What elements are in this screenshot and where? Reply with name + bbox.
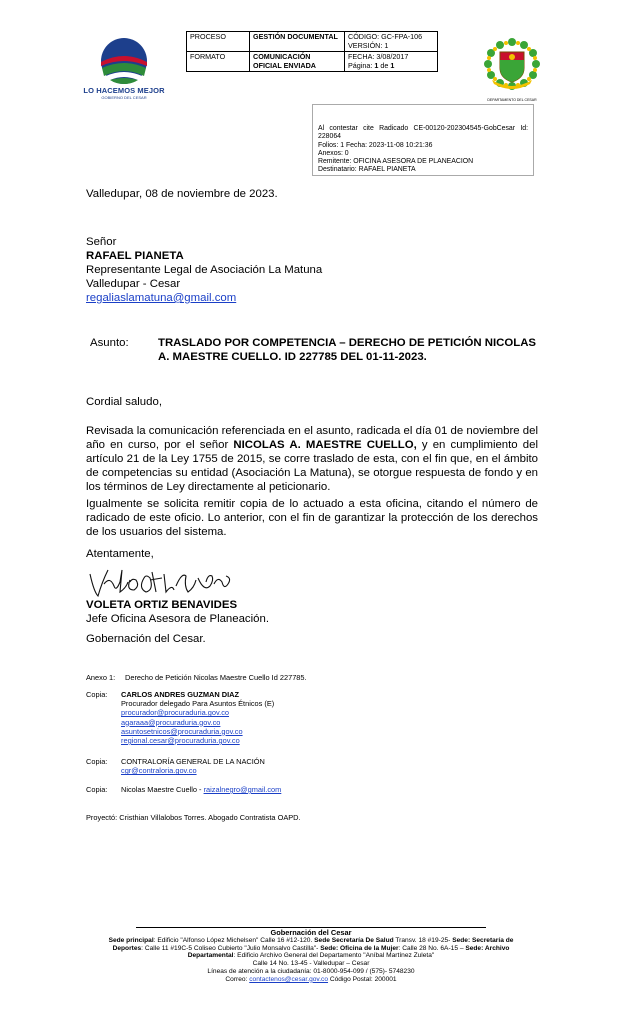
petitioner-name: NICOLAS A. MAESTRE CUELLO, [233,439,417,451]
copy-2-label: Copia: [86,757,108,766]
radicado-box [312,104,534,176]
copy-2-email[interactable]: cgr@contraloria.gov.co [121,766,197,776]
copy-3-email[interactable]: raizalnegro@gmail.com [203,785,282,794]
radicado-line-5: Destinatario: RAFAEL PIANETA [318,166,416,174]
letter-date: Valledupar, 08 de noviembre de 2023. [86,188,278,200]
copy-1-label: Copia: [86,690,108,699]
annex-text: Derecho de Petición Nicolas Maestre Cuello Id 227785. [125,673,307,682]
handwritten-signature [86,562,236,600]
annex-label: Anexo 1: [86,673,116,682]
header-version: VERSIÓN: 1 [348,40,389,50]
header-cell-date [345,52,438,72]
footer-line-5: Líneas de atención a la ciudadanía: 01-8000-954-099 / (575)- 5748230 [207,967,415,975]
subject-text [158,336,543,364]
logo-subtext: GOBIERNO DEL CESAR [101,95,147,100]
copy-3-label: Copia: [86,785,108,794]
signer-name: VOLETA ORTIZ BENAVIDES [86,599,238,611]
paragraph-2: Igualmente se solicita remitir copia de lo actuado a esta oficina, citando el número de radicado de este oficio. Lo anterior, con el fin de garantizar la protección de los derechos de los usuarios del sistema. [86,498,538,538]
paragraph-1: Revisada la comunicación referenciada en el asunto, radicada el día 01 de noviembre del año en curso, por el señor NICOLAS A. MAESTRE CUELLO, y en cumplimiento del artículo 21 de la Ley 1755 de 2015, se corre traslado de esta, con el fin que, en el ámbito de competencias su entidad (Asociación La Matuna), se otorgue respuesta de fondo y en los términos de Ley directamente al peticionario. [86,425,538,493]
recipient-email-link[interactable]: regaliaslamatuna@gmail.com [86,292,237,304]
copy-3-block [121,785,421,794]
footer-line-2: Deportes: Calle 11 #19C-5 Coliseo Cubierto "Julio Monsalvo Castilla"- Sede: Oficina de la Mujer: Calle 28 No. 6A-15 – Sede: Archivo [112,944,510,952]
radicado-line-4: Remitente: OFICINA ASESORA DE PLANEACION [318,158,474,166]
copy-3-text: Nicolas Maestre Cuello - [121,785,204,794]
header-date: FECHA: 3/08/2017 [348,52,409,61]
gobernacion-emblem-icon [94,36,154,86]
logo-text: LO HACEMOS MEJOR [83,86,165,95]
subject-line-2: A. MAESTRE CUELLO. ID 227785 DEL 01-11-2023. [158,351,427,363]
copy-1-email-1[interactable]: procurador@procuraduria.gov.co [121,708,230,718]
copy-1-email-4[interactable]: regional.cesar@procuraduria.gov.co [121,736,240,746]
copy-2-name: CONTRALORÍA GENERAL DE LA NACIÓN [121,757,265,766]
copy-1-name: CARLOS ANDRES GUZMAN DIAZ [121,690,239,699]
signer-org: Gobernación del Cesar. [86,633,206,645]
footer-line-1: Sede principal: Edificio "Alfonso López Michelsen" Calle 16 #12-120. Sede Secretaría De Salud Transv. 18 #19-25- Sede: Secretaría de [108,936,514,944]
radicado-line-1: Al contestar cite Radicado CE-00120-202304545-GobCesar Id: 228064 [318,125,528,141]
greeting: Cordial saludo, [86,396,162,408]
footer-title: Gobernación del Cesar [136,927,486,937]
header-page: Página: 1 de 1 [348,60,395,70]
header-cell-format-value: COMUNICACIÓN OFICIAL ENVIADA [250,52,345,72]
footer-email[interactable]: contactenos@cesar.gov.co [249,975,329,983]
header-cell-process-value: GESTIÓN DOCUMENTAL [250,32,345,52]
radicado-line-2: Folios: 1 Fecha: 2023-11-08 10:21:36 [318,141,433,149]
copy-2-block [121,757,421,775]
page-footer [0,927,622,984]
footer-line-3: Departamental: Edificio Archivo General del Departamento "Aníbal Martínez Zuleta" [187,952,435,960]
radicado-line-3: Anexos: 0 [318,149,349,157]
recipient-name: RAFAEL PIANETA [86,250,184,262]
subject-line-1: TRASLADO POR COMPETENCIA – DERECHO DE PETICIÓN NICOLAS [158,337,537,349]
header-code: CÓDIGO: GC-FPA-106 [348,32,423,41]
copy-1-block [121,690,421,745]
recipient-salutation: Señor [86,236,117,248]
document-header-table [186,31,438,72]
header-cell-process-label: PROCESO [187,32,250,52]
recipient-role: Representante Legal de Asociación La Matuna [86,264,323,276]
recipient-city: Valledupar - Cesar [86,278,181,290]
copy-1-role: Procurador delegado Para Asuntos Étnicos (E) [121,699,275,709]
cesar-coat-of-arms [474,36,550,102]
subject-label: Asunto: [90,337,129,349]
closing: Atentamente, [86,548,154,560]
header-cell-format-label: FORMATO [187,52,250,72]
coat-of-arms-icon [474,36,550,92]
copy-1-email-3[interactable]: asuntosetnicos@procuraduria.gov.co [121,726,243,736]
recipient-block [86,235,538,305]
header-cell-code [345,32,438,52]
gobernacion-logo [80,36,168,100]
footer-line-6: Correo: contactenos@cesar.gov.co Código Postal: 200001 [225,975,397,983]
signer-block [86,598,538,646]
coat-of-arms-caption: DEPARTAMENTO DEL CESAR [487,98,537,102]
copy-1-email-2[interactable]: agaraaa@procuraduria.gov.co [121,717,221,727]
signer-role: Jefe Oficina Asesora de Planeación. [86,613,269,625]
radicado-text [318,125,528,175]
footer-line-4: Calle 14 No. 13-45 - Valledupar – Cesar [252,960,370,968]
projected-by: Proyectó: Cristhian Villalobos Torres. Abogado Contratista OAPD. [86,813,301,822]
